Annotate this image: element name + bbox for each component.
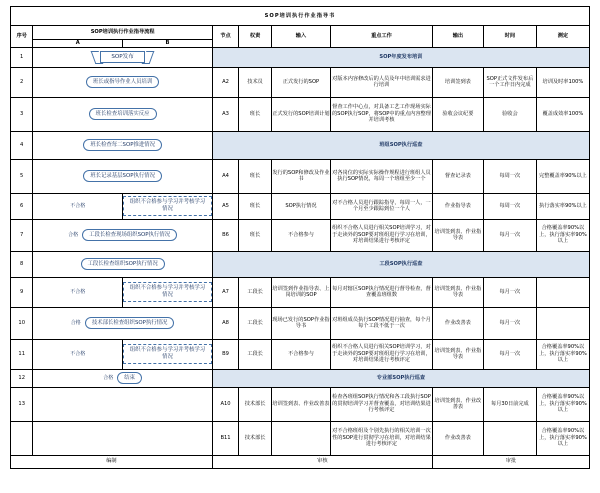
cell-node: A10 xyxy=(212,387,238,421)
header-col-a: A xyxy=(33,40,123,48)
flow-cell xyxy=(33,219,212,251)
footer-reviewed: 审核 xyxy=(212,455,432,468)
row-seq: 13 xyxy=(11,387,33,421)
flow-process-shape: 技术部长检查组织SOP执行情况 xyxy=(85,317,175,330)
cell-kpi: 执行落实率90%以上 xyxy=(536,193,589,219)
cell-time: 每月一次 xyxy=(483,307,536,339)
cell-time: 每月一次 xyxy=(483,277,536,307)
table-row xyxy=(11,97,590,131)
row-seq: 8 xyxy=(11,251,33,277)
cell-role: 班长 xyxy=(239,193,272,219)
table-row xyxy=(11,307,590,339)
cell-kpi: 培训及时率100% xyxy=(536,67,589,97)
flow-start-shape: SOP发布 xyxy=(100,51,145,64)
cell-role: 工段长 xyxy=(239,339,272,369)
table-row xyxy=(11,159,590,193)
cell-input: 培训签到作业指导表、上岗培训的SOP xyxy=(271,277,330,307)
table-row xyxy=(11,219,590,251)
table-row xyxy=(11,277,590,307)
flow-cell xyxy=(123,339,213,369)
cell-output: 培训签到表、作业改善表 xyxy=(432,387,483,421)
cell-output: 作业改善表 xyxy=(432,421,483,455)
cell-time: 每月一次 xyxy=(483,219,536,251)
cell-node: B11 xyxy=(212,421,238,455)
header-node: 节点 xyxy=(212,26,238,48)
cell-work: 督查工作中心点，对具备工艺工作现场实际的SOP执行SOP，将SOP中的重点内容整理并培训考核 xyxy=(331,97,433,131)
row-seq: 7 xyxy=(11,219,33,251)
cell-role: 班长 xyxy=(239,159,272,193)
cell-output: 培训签到表、作业指导表 xyxy=(432,339,483,369)
cell-input xyxy=(271,421,330,455)
flow-cell xyxy=(33,97,212,131)
header-time: 时间 xyxy=(483,26,536,48)
cell-kpi xyxy=(536,307,589,339)
header-row-1 xyxy=(11,26,590,40)
cell-time: 每月一次 xyxy=(483,339,536,369)
cell-kpi: 完整覆盖率90%以上 xyxy=(536,159,589,193)
cell-input: 不合格参与 xyxy=(271,219,330,251)
cell-output: 培训签到表、作业指导表 xyxy=(432,219,483,251)
row-seq: 3 xyxy=(11,97,33,131)
flow-cell xyxy=(33,159,212,193)
flow-label-no: 不合格 xyxy=(70,288,86,295)
cell-work: 每月对辖区SOP执行情况进行督导检查，督查覆盖班组数 xyxy=(331,277,433,307)
section-header: 班组SOP执行巡查 xyxy=(212,131,589,159)
cell-output: 督查记录表 xyxy=(432,159,483,193)
section-header: SOP年度发布培训 xyxy=(212,47,589,67)
row-seq: 2 xyxy=(11,67,33,97)
cell-time: 每月30日前完成 xyxy=(483,387,536,421)
flow-process-shape: 工段长检查组织SOP执行情况 xyxy=(81,258,165,271)
row-seq: 5 xyxy=(11,159,33,193)
flow-cell xyxy=(33,251,212,277)
cell-input: 现场已发行的SOP作业指导书 xyxy=(271,307,330,339)
cell-role: 工段长 xyxy=(239,307,272,339)
table-row xyxy=(11,339,590,369)
row-seq: 11 xyxy=(11,339,33,369)
cell-kpi xyxy=(536,277,589,307)
cell-time: SOP正式文件发布后一个工作日内完成 xyxy=(483,67,536,97)
flow-dashed-shape: 组织不合格参与学习并考核学习情况 xyxy=(123,344,212,364)
flow-label-yes: 合格 xyxy=(68,231,79,238)
row-seq: 12 xyxy=(11,369,33,387)
table-row xyxy=(11,421,590,455)
flow-label-no: 不合格 xyxy=(70,202,86,209)
cell-input: 发行的SOP和修改及作业书 xyxy=(271,159,330,193)
cell-node: A8 xyxy=(212,307,238,339)
cell-time: 每周一次 xyxy=(483,159,536,193)
cell-input: 不合格参与 xyxy=(271,339,330,369)
signature-row xyxy=(11,455,590,468)
flow-label-no: 不合格 xyxy=(70,350,86,357)
cell-kpi: 合格覆盖率90%以上，执行落实率90%以上 xyxy=(536,339,589,369)
footer-prepared: 编制 xyxy=(11,455,213,468)
flow-process-shape: 班长或指导作业人员培训 xyxy=(86,76,159,89)
cell-time: 验收会 xyxy=(483,97,536,131)
cell-output: 作业指导表 xyxy=(432,193,483,219)
document-title: SOP培训执行作业指导书 xyxy=(11,7,590,26)
table-row xyxy=(11,131,590,159)
cell-role: 班长 xyxy=(239,97,272,131)
table-row xyxy=(11,67,590,97)
sop-flow-table xyxy=(10,6,590,469)
row-seq xyxy=(11,421,33,455)
header-col-b: B xyxy=(123,40,213,48)
header-flow-group: SOP培训执行作业指导流程 xyxy=(33,26,212,40)
cell-node: A3 xyxy=(212,97,238,131)
cell-time xyxy=(483,421,536,455)
flow-end-shape: 结束 xyxy=(117,372,142,385)
table-row xyxy=(11,193,590,219)
row-seq: 10 xyxy=(11,307,33,339)
header-output: 输出 xyxy=(432,26,483,48)
flow-label-yes: 合格 xyxy=(103,374,114,381)
flow-cell xyxy=(123,277,213,307)
cell-kpi: 覆盖成效率100% xyxy=(536,97,589,131)
table-row xyxy=(11,387,590,421)
cell-work: 对各岗位的实际实际操作规程进行班组人员执行SOP情况，每周一个班组至少一个 xyxy=(331,159,433,193)
flow-decision-cell xyxy=(33,277,123,307)
row-seq: 4 xyxy=(11,131,33,159)
flow-dashed-shape: 组织不合格参与学习并考核学习情况 xyxy=(123,196,212,216)
cell-work: 对版本内容修改后的人员及年中培训需求进行培训 xyxy=(331,67,433,97)
table-row xyxy=(11,369,590,387)
cell-node: A2 xyxy=(212,67,238,97)
row-seq: 9 xyxy=(11,277,33,307)
cell-input: 正式发行的SOP xyxy=(271,67,330,97)
cell-input: 培训签到表、作业改善表 xyxy=(271,387,330,421)
header-role: 权责 xyxy=(239,26,272,48)
flow-decision-cell xyxy=(33,339,123,369)
cell-output: 培训签到表 xyxy=(432,67,483,97)
header-seq: 序号 xyxy=(11,26,33,48)
header-input: 输入 xyxy=(271,26,330,48)
cell-role: 技术部长 xyxy=(239,421,272,455)
flow-cell xyxy=(33,131,212,159)
table-row xyxy=(11,47,590,67)
flow-cell xyxy=(33,387,212,421)
cell-role: 技术员 xyxy=(239,67,272,97)
cell-kpi: 合格覆盖率90%以上，执行落实率90%以上 xyxy=(536,421,589,455)
cell-work: 对不合格班组及个别先执行的相关培训一次性的SOP进行贯彻学习在培训，对培训结果进行考核评定 xyxy=(331,421,433,455)
flow-label-yes: 合格 xyxy=(70,319,81,326)
header-kpi: 测定 xyxy=(536,26,589,48)
flow-cell xyxy=(123,193,213,219)
flow-process-shape: 工段长检查现场组织SOP执行情况 xyxy=(82,229,177,242)
cell-role: 工段长 xyxy=(239,277,272,307)
flow-cell xyxy=(33,421,212,455)
cell-input: 正式发行的SOP培训计划 xyxy=(271,97,330,131)
flow-process-shape: 班长记录基层SOP执行情况 xyxy=(83,170,162,183)
cell-role: 技术部长 xyxy=(239,387,272,421)
cell-node: A7 xyxy=(212,277,238,307)
cell-kpi: 合格覆盖率90%以上，执行落实率90%以上 xyxy=(536,219,589,251)
flow-decision-cell xyxy=(33,193,123,219)
cell-output: 培训签到表、作业指导表 xyxy=(432,277,483,307)
section-header: 专业部SOP执行巡查 xyxy=(212,369,589,387)
table-row xyxy=(11,251,590,277)
cell-work: 组织不合格人员进行相关SOP培训学习，对于走读外的SOP要对班组进行学习在培训，对培训结果进行考核评定 xyxy=(331,339,433,369)
flow-cell xyxy=(33,307,212,339)
cell-node: B6 xyxy=(212,219,238,251)
flow-cell xyxy=(33,67,212,97)
section-header: 工段SOP执行巡查 xyxy=(212,251,589,277)
cell-time: 每周一次 xyxy=(483,193,536,219)
cell-input: SOP执行情况 xyxy=(271,193,330,219)
cell-work: 对班组成员执行SOP情况进行抽查，每个月每个工段不低于一次 xyxy=(331,307,433,339)
flow-dashed-shape: 组织不合格参与学习并考核学习情况 xyxy=(123,282,212,302)
flow-process-shape: 班长检查每二SOP推进情况 xyxy=(83,139,162,152)
flow-cell xyxy=(33,47,212,67)
cell-node: B9 xyxy=(212,339,238,369)
flow-cell xyxy=(33,369,212,387)
flow-process-shape: 班长检查培训落实反应 xyxy=(89,108,157,121)
footer-approved: 审批 xyxy=(432,455,589,468)
cell-output: 验收会议纪要 xyxy=(432,97,483,131)
cell-output: 作业改善表 xyxy=(432,307,483,339)
header-work: 重点工作 xyxy=(331,26,433,48)
cell-node: A5 xyxy=(212,193,238,219)
cell-work: 检查各班组SOP执行情况和各工段执行SOP的贯彻培训学习并督查覆盖，对培训结果进行考核评定 xyxy=(331,387,433,421)
cell-node: A4 xyxy=(212,159,238,193)
row-seq: 1 xyxy=(11,47,33,67)
cell-work: 对不合格人员进行跟踪指导，每周一人，一个月至少跟踪到位一个人 xyxy=(331,193,433,219)
cell-work: 组织不合格人员进行相关SOP培训学习，对于走读外的SOP要对班组进行学习在培训，对培训结果进行考核评定 xyxy=(331,219,433,251)
title-row xyxy=(11,7,590,26)
row-seq: 6 xyxy=(11,193,33,219)
cell-kpi: 合格覆盖率90%以上，执行落实率90%以上 xyxy=(536,387,589,421)
cell-role: 班长 xyxy=(239,219,272,251)
